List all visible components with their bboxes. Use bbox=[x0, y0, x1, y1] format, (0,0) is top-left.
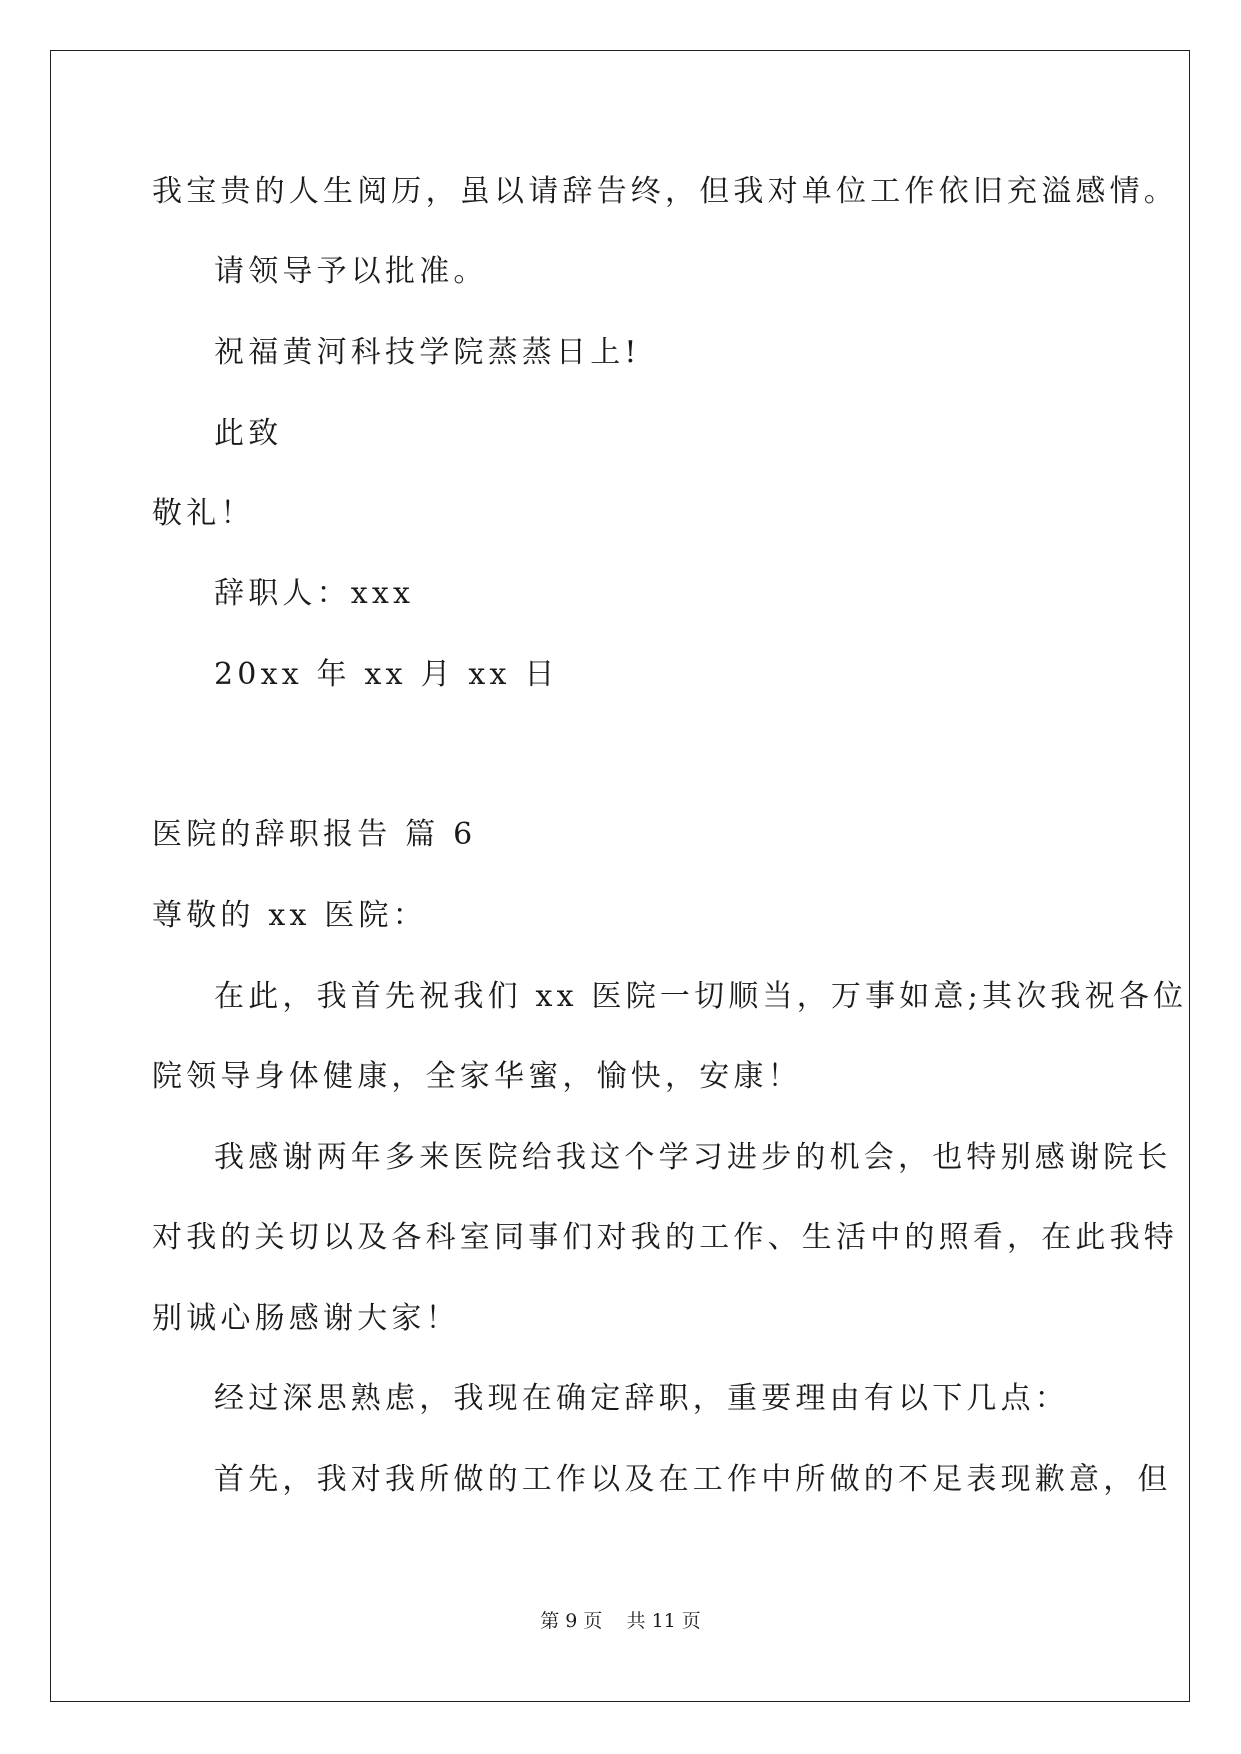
paragraph-line: 别诚心肠感谢大家！ bbox=[152, 1301, 460, 1336]
signature-line: 辞职人：xxx bbox=[214, 576, 415, 611]
paragraph-line: 在此，我首先祝我们 xx 医院一切顺当，万事如意;其次我祝各位 bbox=[214, 979, 1188, 1014]
page-border bbox=[50, 50, 1190, 1702]
paragraph-line: 祝福黄河科技学院蒸蒸日上! bbox=[214, 335, 641, 370]
paragraph-line: 院领导身体健康，全家华蜜，愉快，安康！ bbox=[152, 1059, 802, 1094]
page-number-footer: 第 9 页 共 11 页 bbox=[540, 1610, 701, 1632]
paragraph-line: 我宝贵的人生阅历，虽以请辞告终，但我对单位工作依旧充溢感情。 bbox=[152, 174, 1178, 209]
closing-regards: 敬礼！ bbox=[152, 496, 255, 531]
closing-salutation: 此致 bbox=[214, 416, 283, 451]
paragraph-line: 经过深思熟虑，我现在确定辞职，重要理由有以下几点： bbox=[214, 1381, 1069, 1416]
paragraph-line: 对我的关切以及各科室同事们对我的工作、生活中的照看，在此我特 bbox=[152, 1220, 1178, 1255]
section-heading: 医院的辞职报告 篇 6 bbox=[152, 817, 477, 852]
paragraph-line: 请领导予以批准。 bbox=[214, 254, 488, 289]
paragraph-line: 首先，我对我所做的工作以及在工作中所做的不足表现歉意，但 bbox=[214, 1462, 1172, 1497]
date-line: 20xx 年 xx 月 xx 日 bbox=[214, 657, 559, 692]
greeting-line: 尊敬的 xx 医院： bbox=[152, 898, 427, 933]
paragraph-line: 我感谢两年多来医院给我这个学习进步的机会，也特别感谢院长 bbox=[214, 1140, 1172, 1175]
